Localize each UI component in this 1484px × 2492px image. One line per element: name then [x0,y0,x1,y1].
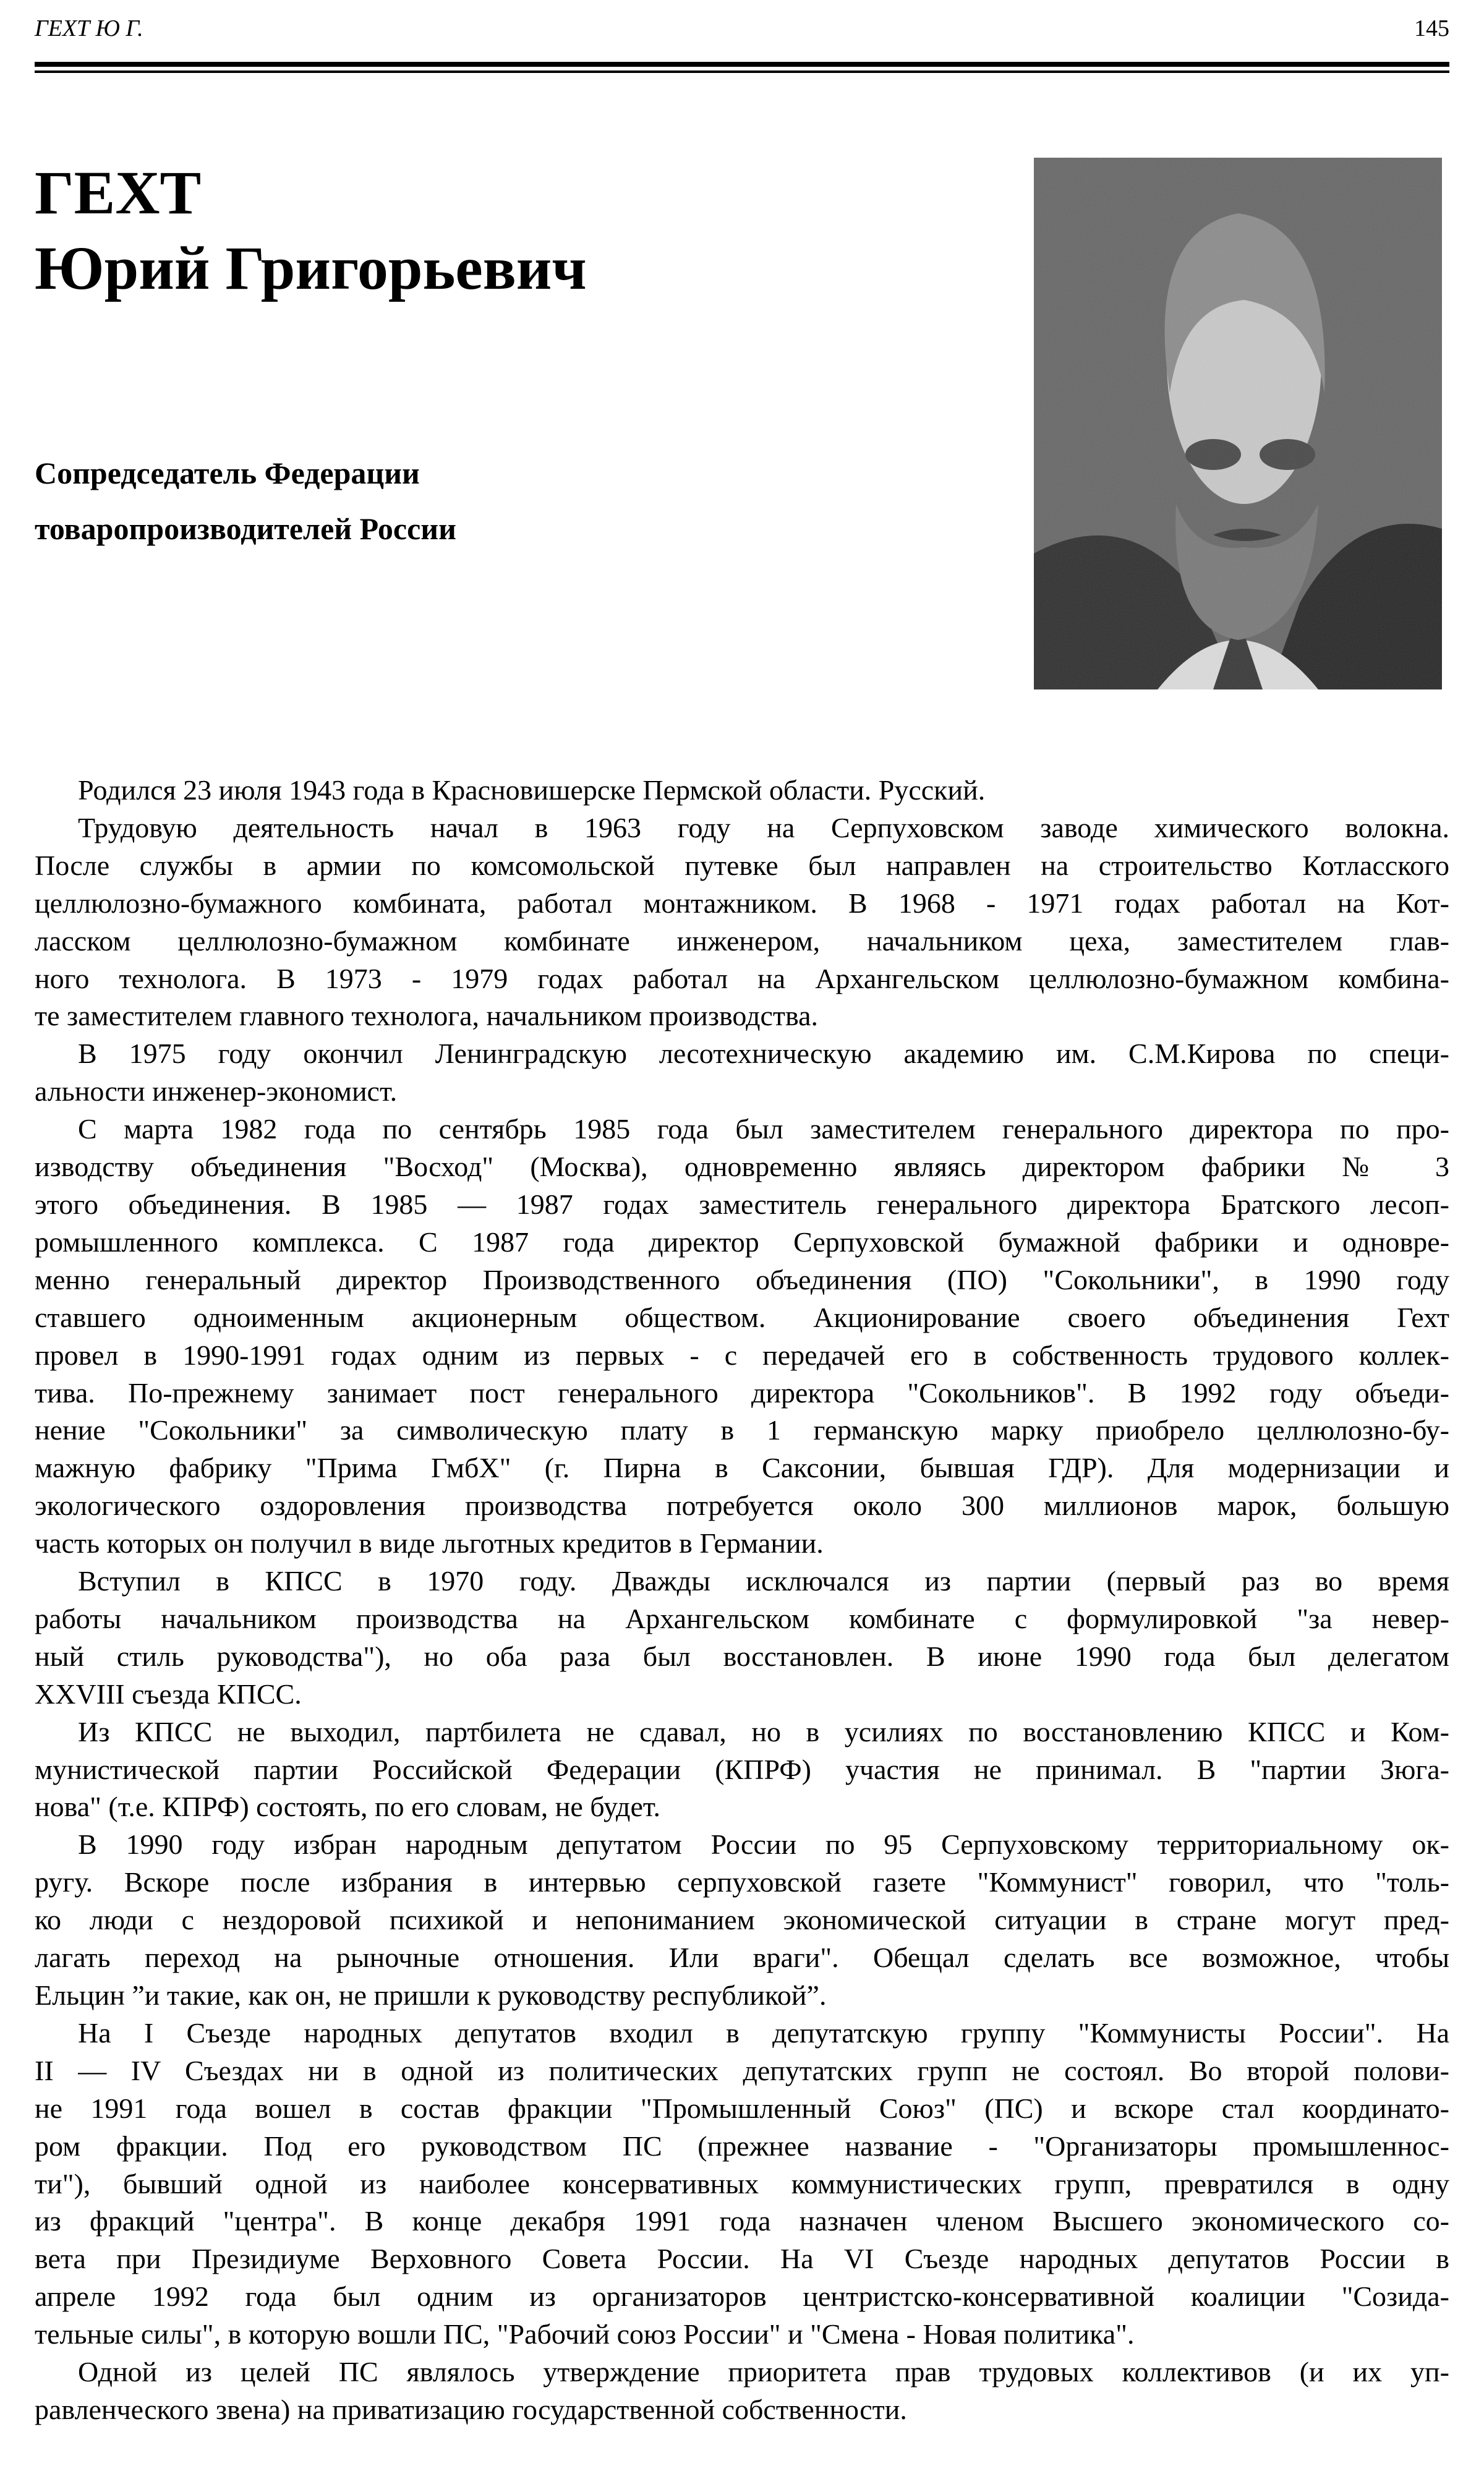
header-rule [35,62,1449,67]
person-given-names: Юрий Григорьевич [35,234,587,302]
text-line: менно генеральный директор Производственного объединения (ПО) "Сокольники", в 1990 году [35,1263,1449,1295]
page-number: 145 [1414,15,1449,41]
text-line: экологического оздоровления производства потребуется около 300 миллионов марок, большую [35,1490,1449,1522]
text-line: Вступил в КПСС в 1970 году. Дважды исключался из партии (первый раз во время [78,1565,1449,1597]
text-line: ласском целлюлозно-бумажном комбинате инженером, начальником цеха, заместителем глав- [35,924,1449,957]
text-line: равленческого звена) на приватизацию государственной собственности. [35,2393,907,2425]
paragraph [35,809,1449,1035]
text-line: В 1990 году избран народным депутатом России по 95 Серпуховскому территориальному ок- [78,1828,1449,1861]
text-line: ный стиль руководства"), но оба раза был восстановлен. В июне 1990 года был делегатом [35,1640,1449,1672]
paragraph [35,1563,1449,1713]
running-head: ГЕХТ Ю Г. [35,15,143,41]
paragraph [35,1713,1449,1827]
text-line: ставшего одноименным акционерным обществом. Акционирование своего объединения Гехт [35,1301,1449,1333]
text-line: Из КПСС не выходил, партбилета не сдавал, но в усилиях по восстановлению КПСС и Ком- [78,1715,1449,1747]
text-line: те заместителем главного технолога, начальником производства. [35,1000,819,1032]
paragraph [35,772,1449,809]
position-line: товаропроизводителей России [35,511,456,546]
header-rule-thin [35,70,1449,73]
text-line: апреле 1992 года был одним из организаторов центристско-консервативной коалиции "Созида- [35,2281,1449,2313]
paragraph [35,1035,1449,1111]
text-line: нение "Сокольники" за символическую плату в 1 германскую марку приобрело целлюлозно-бу- [35,1414,1449,1446]
text-line: нова" (т.е. КПРФ) состоять, по его словам, не будет. [35,1791,661,1823]
text-line: мажную фабрику "Прима ГмбХ" (г. Пирна в Саксонии, бывшая ГДР). Для модернизации и [35,1452,1449,1484]
text-line: часть которых он получил в виде льготных кредитов в Германии. [35,1527,824,1560]
text-line: ругу. Вскоре после избрания в интервью серпуховской газете "Коммунист" говорил, что "толь- [35,1866,1449,1898]
text-line: ти"), бывший одной из наиболее консервативных коммунистических групп, превратился в одну [35,2167,1449,2200]
text-line: ром фракции. Под его руководством ПС (прежнее название - "Организаторы промышленнос- [35,2130,1449,2162]
text-line: ромышленного комплекса. С 1987 года директор Серпуховской бумажной фабрики и одновре- [35,1226,1449,1258]
text-line: II — IV Съездах ни в одной из политических депутатских групп не состоял. Во второй полови- [35,2054,1449,2086]
person-surname: ГЕХТ [35,158,202,227]
text-line: XXVIII съезда КПСС. [35,1678,302,1710]
text-line: провел в 1990-1991 годах одним из первых - с передачей его в собственность трудового коллек- [35,1339,1449,1371]
text-line: В 1975 году окончил Ленинградскую лесотехническую академию им. С.М.Кирова по специ- [78,1038,1449,1070]
text-line: ко люди с нездоровой психикой и непониманием экономической ситуации в стране могут пред- [35,1904,1449,1936]
text-line: Ельцин ”и такие, как он, не пришли к руководству республикой”. [35,1979,827,2011]
text-line: работы начальником производства на Архангельском комбинате с формулировкой "за невер- [35,1602,1449,1634]
text-line: не 1991 года вошел в состав фракции "Промышленный Союз" (ПС) и вскоре стал координато- [35,2092,1449,2124]
text-line: этого объединения. В 1985 — 1987 годах заместитель генерального директора Братского лесоп- [35,1188,1449,1220]
text-line: ного технолога. В 1973 - 1979 годах работал на Архангельском целлюлозно-бумажном комбина- [35,962,1449,994]
text-line: Родился 23 июля 1943 года в Красновишерске Пермской области. Русский. [78,774,986,806]
text-line: вета при Президиуме Верховного Совета России. На VI Съезде народных депутатов России в [35,2243,1449,2275]
text-line: изводству объединения "Восход" (Москва), одновременно являясь директором фабрики № 3 [35,1151,1449,1183]
text-line: из фракций "центра". В конце декабря 1991 года назначен членом Высшего экономического со- [35,2205,1449,2237]
text-line: альности инженер-экономист. [35,1075,398,1107]
text-line: Трудовую деятельность начал в 1963 году на Серпуховском заводе химического волокна. [78,811,1449,843]
biography-text [35,772,1449,2429]
paragraph [35,2015,1449,2353]
text-line: тельные силы", в которую вошли ПС, "Рабочий союз России" и "Смена - Новая политика". [35,2318,1135,2350]
paragraph [35,1111,1449,1563]
text-line: лагать переход на рыночные отношения. Или враги". Обещал сделать все возможное, чтобы [35,1942,1449,1974]
text-line: После службы в армии по комсомольской путевке был направлен на строительство Котласского [35,849,1449,881]
text-line: Одной из целей ПС являлось утверждение приоритета прав трудовых коллективов (и их уп- [78,2356,1449,2388]
text-line: На I Съезде народных депутатов входил в депутатскую группу "Коммунисты России". На [78,2016,1449,2049]
position-line: Сопредседатель Федерации [35,456,420,490]
text-line: С марта 1982 года по сентябрь 1985 года был заместителем генерального директора по про- [78,1113,1449,1145]
text-line: тива. По-прежнему занимает пост генерального директора "Сокольников". В 1992 году объеди- [35,1376,1449,1409]
paragraph [35,1826,1449,2015]
paragraph [35,2353,1449,2429]
person-position [35,445,456,557]
portrait-photo-icon [1034,158,1442,689]
text-line: мунистической партии Российской Федерации (КПРФ) участия не принимал. В "партии Зюга- [35,1753,1449,1785]
text-line: целлюлозно-бумажного комбината, работал монтажником. В 1968 - 1971 годах работал на Кот- [35,887,1449,919]
